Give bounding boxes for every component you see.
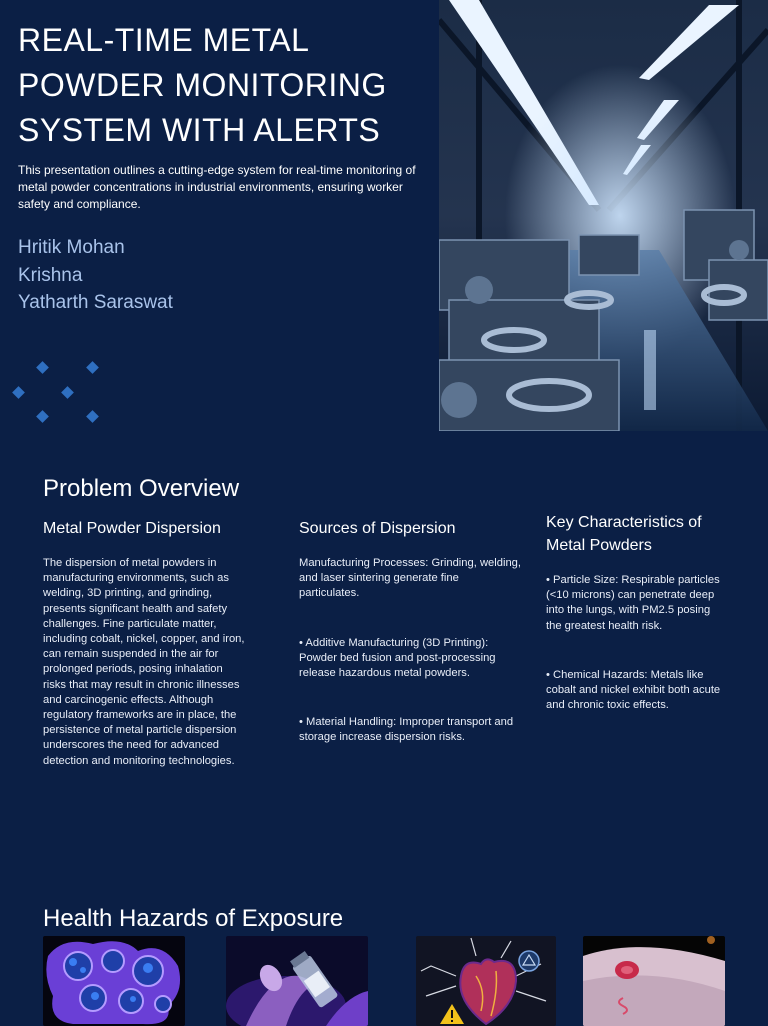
cell-photo xyxy=(43,936,185,1026)
presentation-title: REAL-TIME METAL POWDER MONITORING SYSTEM WITH ALERTS xyxy=(18,22,387,148)
factory-photo xyxy=(439,0,768,431)
author-name: Yatharth Saraswat xyxy=(18,292,173,313)
problem-overview-slide xyxy=(0,431,768,876)
author-name: Krishna xyxy=(18,264,83,286)
column-paragraph: • Chemical Hazards: Metals like cobalt and nickel exhibit both acute and chronic toxic effects. xyxy=(546,668,721,712)
section-title: Problem Overview xyxy=(43,475,240,502)
column-heading: Metal Powder Dispersion xyxy=(43,520,221,537)
vial-photo xyxy=(226,936,368,1026)
diamond-icon xyxy=(86,410,99,423)
column-paragraph: • Material Handling: Improper transport and storage increase dispersion risks. xyxy=(299,716,514,744)
column-dispersion xyxy=(43,517,248,787)
diamond-pattern xyxy=(10,358,102,424)
column-paragraph: • Particle Size: Respirable particles (<10 microns) can penetrate deep into the lungs, with PM2.5 posing the greatest health risk. xyxy=(546,574,720,632)
column-heading: Key Characteristics of Metal Powders xyxy=(546,514,702,554)
column-paragraph: The dispersion of metal powders in manufacturing environments, such as welding, 3D printing, and grinding, presents significant health and safety challenges. Fine particulate matter, including cobalt, nickel, copper, and iron, can remain suspended in the air for prolonged periods, posing inhalation risks that may result in chronic illnesses and carcinogenic effects. Although regulatory frameworks are in place, the persistence of metal particle dispersion underscores the need for advanced detection and monitoring technologies. xyxy=(43,557,245,767)
heart-photo xyxy=(416,936,556,1026)
column-heading: Sources of Dispersion xyxy=(299,520,456,537)
section-title: Health Hazards of Exposure xyxy=(43,905,344,932)
diamond-icon xyxy=(36,410,49,423)
skin-photo xyxy=(583,936,725,1026)
column-paragraph: Manufacturing Processes: Grinding, welding, and laser sintering generate fine particulates. xyxy=(299,557,521,600)
author-name: Hritik Mohan xyxy=(18,237,125,258)
column-characteristics xyxy=(546,511,726,731)
column-paragraph: • Additive Manufacturing (3D Printing): Powder bed fusion and post-processing release hazardous metal powders. xyxy=(299,636,496,680)
author-list xyxy=(18,234,173,317)
diamond-icon xyxy=(36,361,49,374)
health-hazards-slide xyxy=(0,876,768,1024)
intro-paragraph: This presentation outlines a cutting-edge system for real-time monitoring of metal powder concentrations in industrial environments, ensuring worker safety and compliance. xyxy=(18,163,416,211)
title-slide xyxy=(0,0,768,431)
column-sources xyxy=(299,517,521,764)
diamond-icon xyxy=(61,386,74,399)
diamond-icon xyxy=(86,361,99,374)
diamond-icon xyxy=(12,386,25,399)
